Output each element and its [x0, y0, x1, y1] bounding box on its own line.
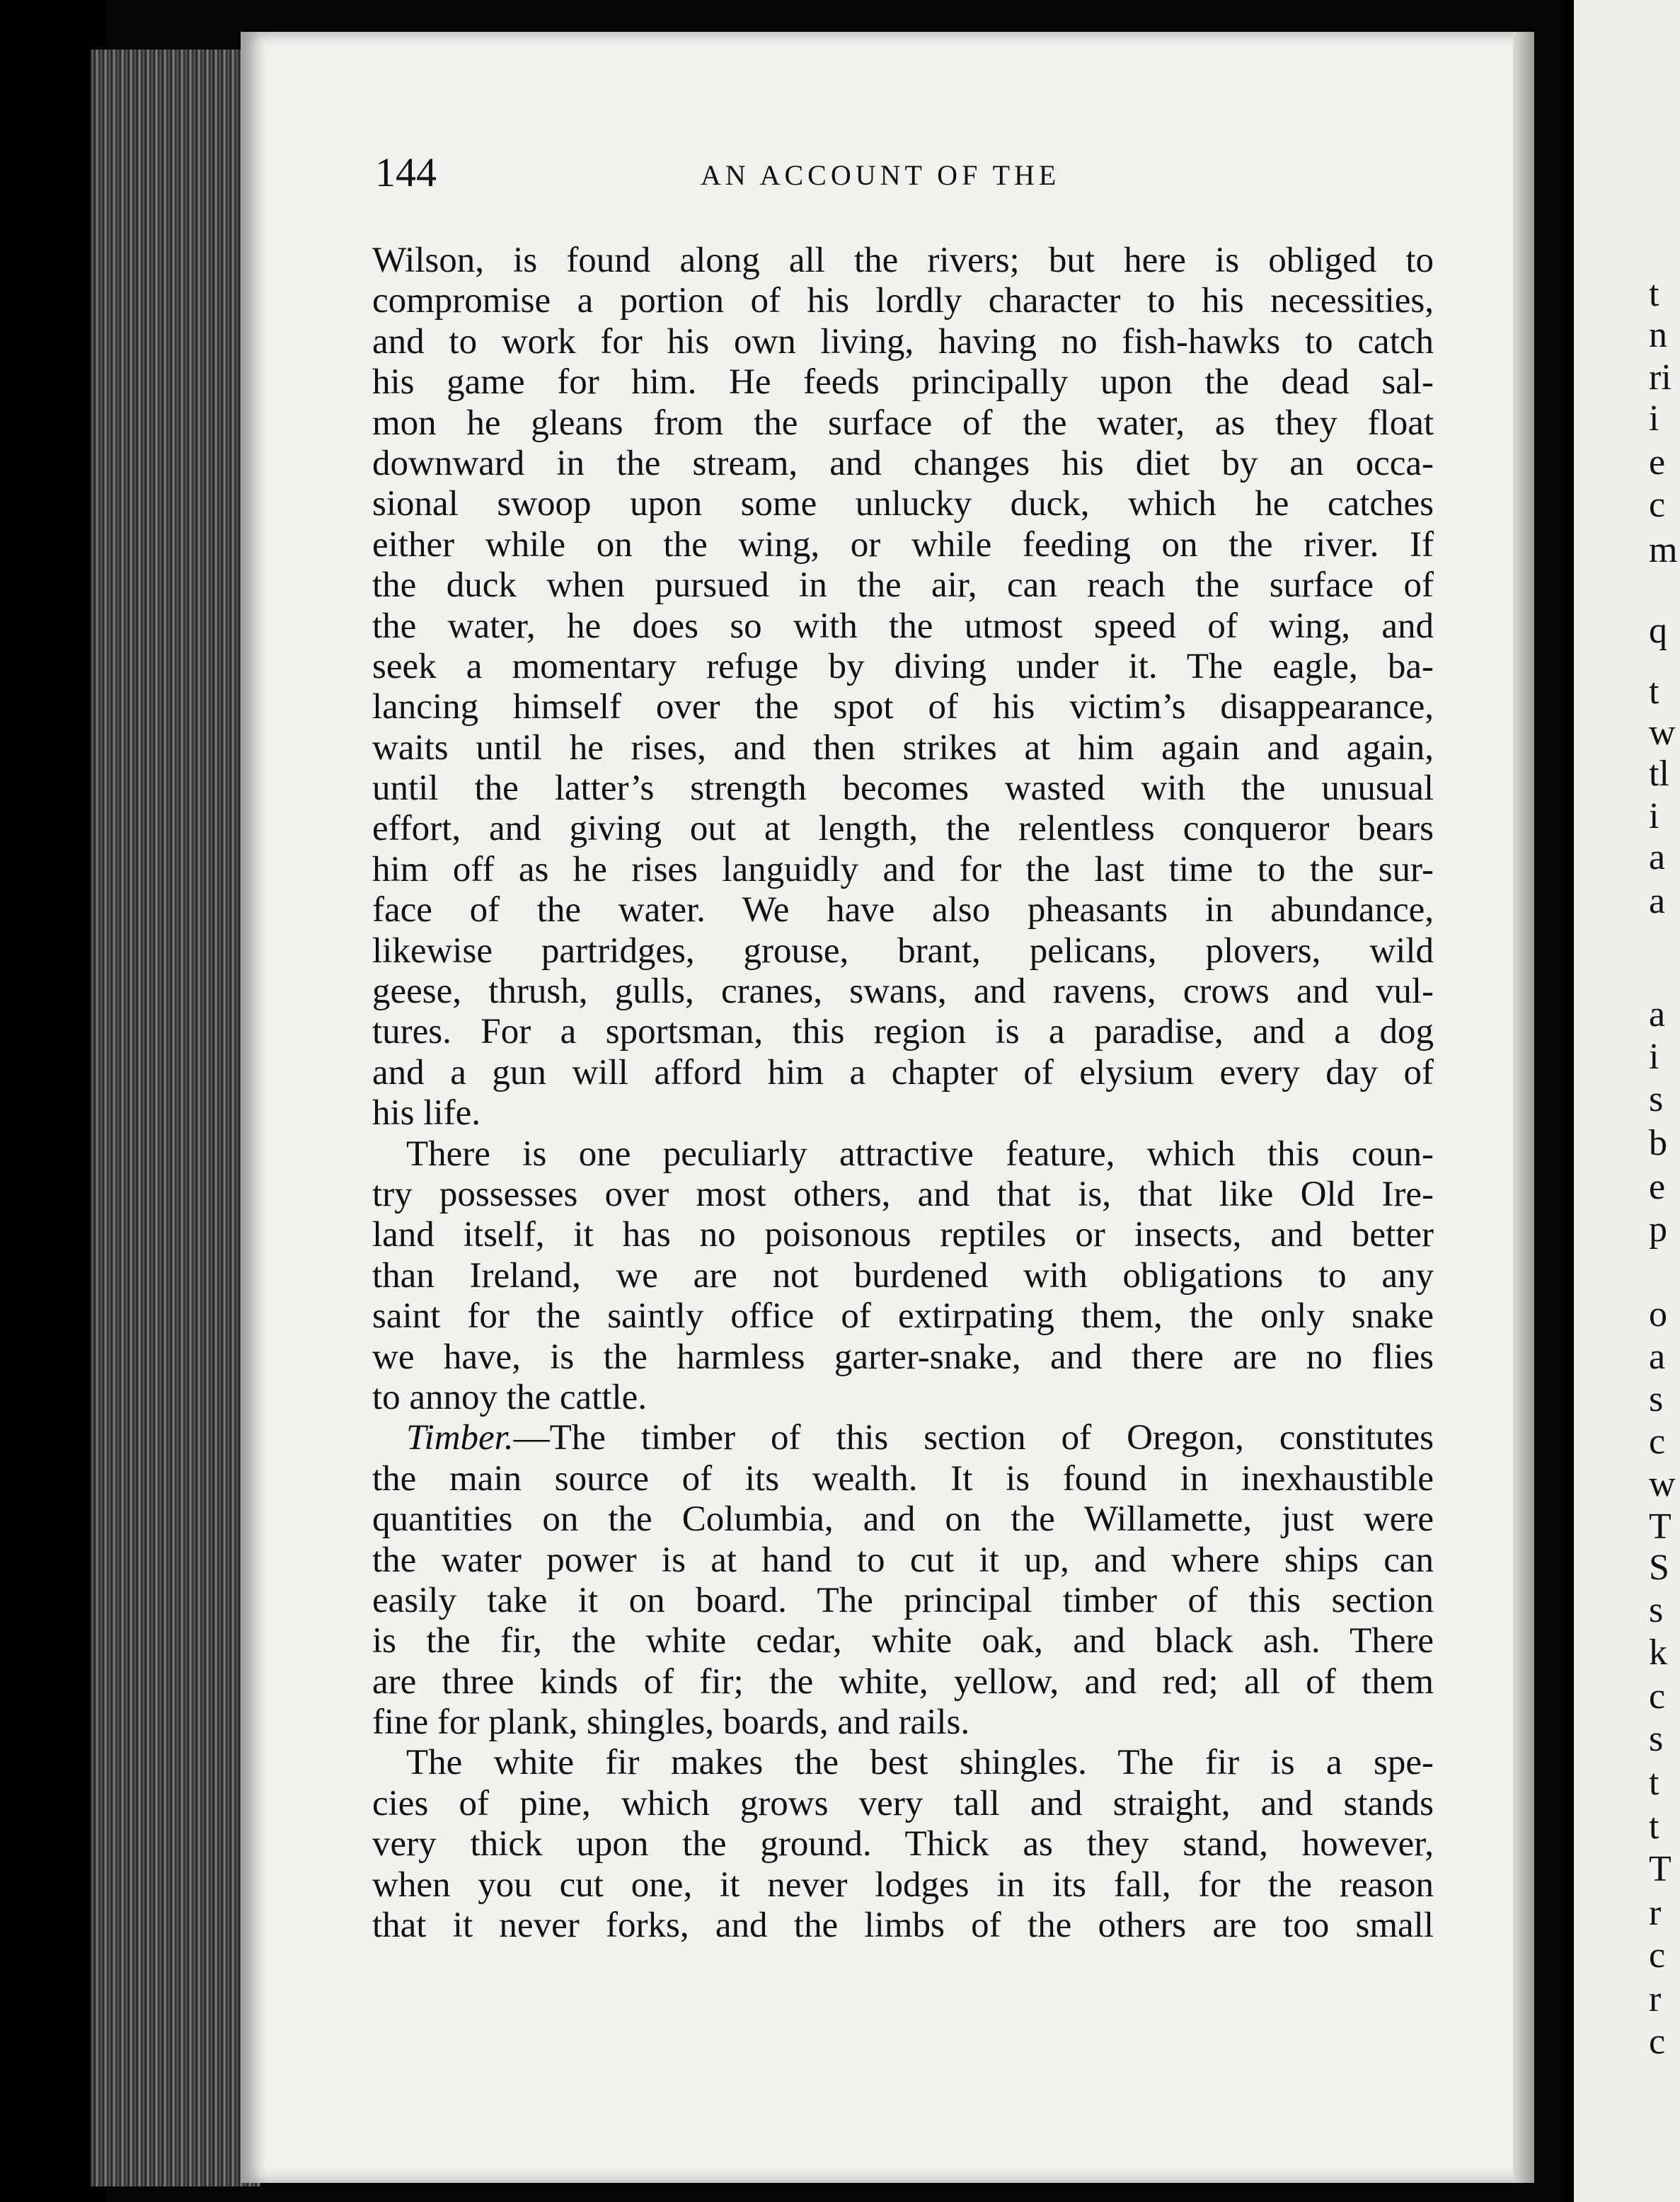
text-line-content: The white fir makes the best shingles. The fir is a spe- [406, 1743, 1434, 1783]
text-line [372, 1012, 1434, 1052]
text-line [372, 1499, 1434, 1540]
adjacent-text-fragment: s [1649, 1590, 1664, 1630]
text-line [372, 1296, 1434, 1337]
text-line-content: and a gun will afford him a chapter of elysium every day of [372, 1052, 1434, 1093]
text-line [372, 1175, 1434, 1215]
text-line-content: to annoy the cattle. [372, 1377, 648, 1417]
text-line-content: and to work for his own living, having no fish-hawks to catch [372, 321, 1434, 362]
text-line [372, 1215, 1434, 1255]
text-line-content: geese, thrush, gulls, cranes, swans, and ravens, crows and vul- [372, 972, 1434, 1012]
adjacent-text-fragment: a [1649, 994, 1666, 1034]
text-line-content: is the fir, the white cedar, white oak, and black ash. There [372, 1621, 1434, 1661]
adjacent-text-fragment: i [1649, 1037, 1659, 1077]
adjacent-text-fragment: b [1649, 1123, 1667, 1163]
text-line-content: land itself, it has no poisonous reptiles or insects, and better [372, 1215, 1434, 1255]
text-line-content: very thick upon the ground. Thick as they stand, however, [372, 1824, 1434, 1864]
text-line [372, 850, 1434, 890]
text-line-content: cies of pine, which grows very tall and straight, and stands [372, 1783, 1434, 1823]
text-line [372, 1784, 1434, 1824]
text-line-content: likewise partridges, grouse, brant, pelicans, plovers, wild [372, 930, 1434, 971]
page-header [375, 149, 1437, 205]
text-line-content: the main source of its wealth. It is found in inexhaustible [372, 1458, 1434, 1499]
adjacent-text-fragment: q [1649, 611, 1667, 651]
text-line-content: that it never forks, and the limbs of the others are too small [372, 1906, 1434, 1946]
adjacent-text-fragment: e [1649, 442, 1666, 483]
text-line-content: his game for him. He feeds principally upon the dead sal- [372, 362, 1434, 403]
text-line-content: lancing himself over the spot of his victim’s disappearance, [372, 687, 1434, 727]
text-line-content: try possesses over most others, and that is, that like Old Ire- [372, 1174, 1434, 1214]
text-line [372, 444, 1434, 484]
adjacent-text-fragment: S [1649, 1547, 1669, 1588]
text-line-content: face of the water. We have also pheasants in abundance, [372, 890, 1434, 930]
adjacent-text-fragment: w [1649, 1464, 1676, 1504]
text-line-content: than Ireland, we are not burdened with obligations to any [372, 1255, 1434, 1296]
adjacent-text-fragment: k [1649, 1632, 1667, 1673]
text-line [372, 890, 1434, 930]
text-line-content: the water, he does so with the utmost speed of wing, and [372, 606, 1434, 646]
text-line [372, 1621, 1434, 1661]
adjacent-text-fragment: t [1649, 1763, 1659, 1803]
text-line-content: effort, and giving out at length, the relentless conqueror bears [372, 809, 1434, 849]
text-line-content: quantities on the Columbia, and on the Willamette, just were [372, 1499, 1434, 1540]
text-line [372, 1053, 1434, 1093]
text-line-content: are three kinds of fir; the white, yellow, and red; all of them [372, 1661, 1434, 1702]
text-line [372, 1662, 1434, 1702]
text-line-content: when you cut one, it never lodges in its fall, for the reason [372, 1864, 1434, 1905]
section-heading: Timber. [406, 1418, 514, 1458]
text-line [372, 1743, 1434, 1783]
text-line-content: easily take it on board. The principal timber of this section [372, 1580, 1434, 1620]
text-line-content: mon he gleans from the surface of the water, as they float [372, 403, 1434, 443]
text-line-content: him off as he rises languidly and for the last time to the sur- [372, 849, 1434, 889]
text-line-content: Wilson, is found along all the rivers; but here is obliged to [372, 241, 1434, 280]
text-line-content: his life. [372, 1093, 481, 1134]
page-number: 144 [375, 149, 437, 195]
text-line [372, 931, 1434, 972]
adjacent-text-fragment: c [1649, 1935, 1666, 1976]
adjacent-text-fragment: a [1649, 881, 1666, 921]
adjacent-text-fragment: c [1649, 1676, 1666, 1717]
text-line-content: either while on the wing, or while feeding on the river. If [372, 524, 1434, 565]
text-line-content: we have, is the harmless garter-snake, and there are no flies [372, 1337, 1434, 1377]
text-line [372, 565, 1434, 606]
text-line [372, 1581, 1434, 1621]
text-line [372, 525, 1434, 565]
text-line [372, 1378, 1434, 1418]
text-line [372, 1540, 1434, 1581]
adjacent-text-fragment: s [1649, 1719, 1664, 1759]
adjacent-text-fragment: p [1649, 1209, 1667, 1250]
text-line [372, 1906, 1434, 1946]
adjacent-text-fragment: a [1649, 1337, 1666, 1377]
text-line [372, 322, 1434, 362]
adjacent-text-fragment: m [1649, 530, 1678, 570]
adjacent-text-fragment: s [1649, 1079, 1664, 1119]
text-line [372, 728, 1434, 768]
text-line [372, 362, 1434, 403]
text-line [372, 647, 1434, 687]
adjacent-text-fragment: c [1649, 1422, 1666, 1462]
text-line [372, 484, 1434, 524]
text-line [372, 972, 1434, 1012]
adjacent-text-fragment: T [1649, 1849, 1672, 1889]
text-line [372, 606, 1434, 647]
body-text [372, 241, 1434, 1946]
text-line [372, 809, 1434, 849]
text-line-content: tures. For a sportsman, this region is a paradise, and a dog [372, 1012, 1434, 1052]
adjacent-text-fragment: n [1649, 315, 1667, 355]
page-edges [91, 50, 260, 2186]
adjacent-text-fragment: w [1649, 713, 1676, 753]
adjacent-text-fragment: c [1649, 2022, 1666, 2062]
adjacent-text-fragment: e [1649, 1167, 1666, 1207]
page-gutter [1513, 32, 1534, 2183]
running-head: AN ACCOUNT OF THE [701, 159, 1061, 191]
adjacent-text-fragment: r [1649, 1893, 1662, 1933]
text-line [372, 241, 1434, 281]
text-line [372, 1256, 1434, 1296]
text-line [372, 1418, 1434, 1458]
adjacent-text-fragment: tl [1649, 754, 1669, 794]
text-line-content: —The timber of this section of Oregon, constitutes [513, 1418, 1434, 1458]
text-line [372, 768, 1434, 809]
text-line [372, 1337, 1434, 1378]
text-line [372, 687, 1434, 727]
adjacent-text-fragment: T [1649, 1506, 1672, 1547]
adjacent-text-fragment: t [1649, 274, 1659, 314]
text-line-content: seek a momentary refuge by diving under it. The eagle, ba- [372, 646, 1434, 686]
text-line [372, 1459, 1434, 1499]
text-line [372, 1134, 1434, 1175]
adjacent-text-fragment: o [1649, 1294, 1667, 1335]
text-line [372, 1865, 1434, 1906]
adjacent-text-fragment: i [1649, 398, 1659, 439]
text-line-content: downward in the stream, and changes his diet by an occa- [372, 443, 1434, 483]
text-line-content: until the latter’s strength becomes wasted with the unusual [372, 768, 1434, 809]
adjacent-text-fragment: c [1649, 485, 1666, 525]
adjacent-text-fragment: t [1649, 1806, 1659, 1847]
text-line-content: the duck when pursued in the air, can reach the surface of [372, 565, 1434, 606]
text-line [372, 1093, 1434, 1134]
text-line-content: fine for plank, shingles, boards, and rails. [372, 1702, 970, 1743]
adjacent-text-fragment: s [1649, 1379, 1664, 1419]
adjacent-text-fragment: t [1649, 671, 1659, 712]
adjacent-text-fragment: r [1649, 1979, 1662, 2019]
text-line [372, 1824, 1434, 1864]
text-line-content: There is one peculiarly attractive feature, which this coun- [406, 1134, 1434, 1174]
text-line [372, 403, 1434, 444]
text-line-content: saint for the saintly office of extirpating them, the only snake [372, 1296, 1434, 1337]
text-line [372, 281, 1434, 321]
text-line-content: sional swoop upon some unlucky duck, which he catches [372, 484, 1434, 524]
text-line-content: the water power is at hand to cut it up, and where ships can [372, 1540, 1434, 1580]
text-line [372, 1702, 1434, 1743]
text-line-content: compromise a portion of his lordly character to his necessities, [372, 281, 1434, 321]
text-line-content: waits until he rises, and then strikes at him again and again, [372, 727, 1434, 768]
adjacent-text-fragment: i [1649, 796, 1659, 836]
adjacent-text-fragment: ri [1649, 357, 1672, 398]
adjacent-text-fragment: a [1649, 837, 1666, 877]
